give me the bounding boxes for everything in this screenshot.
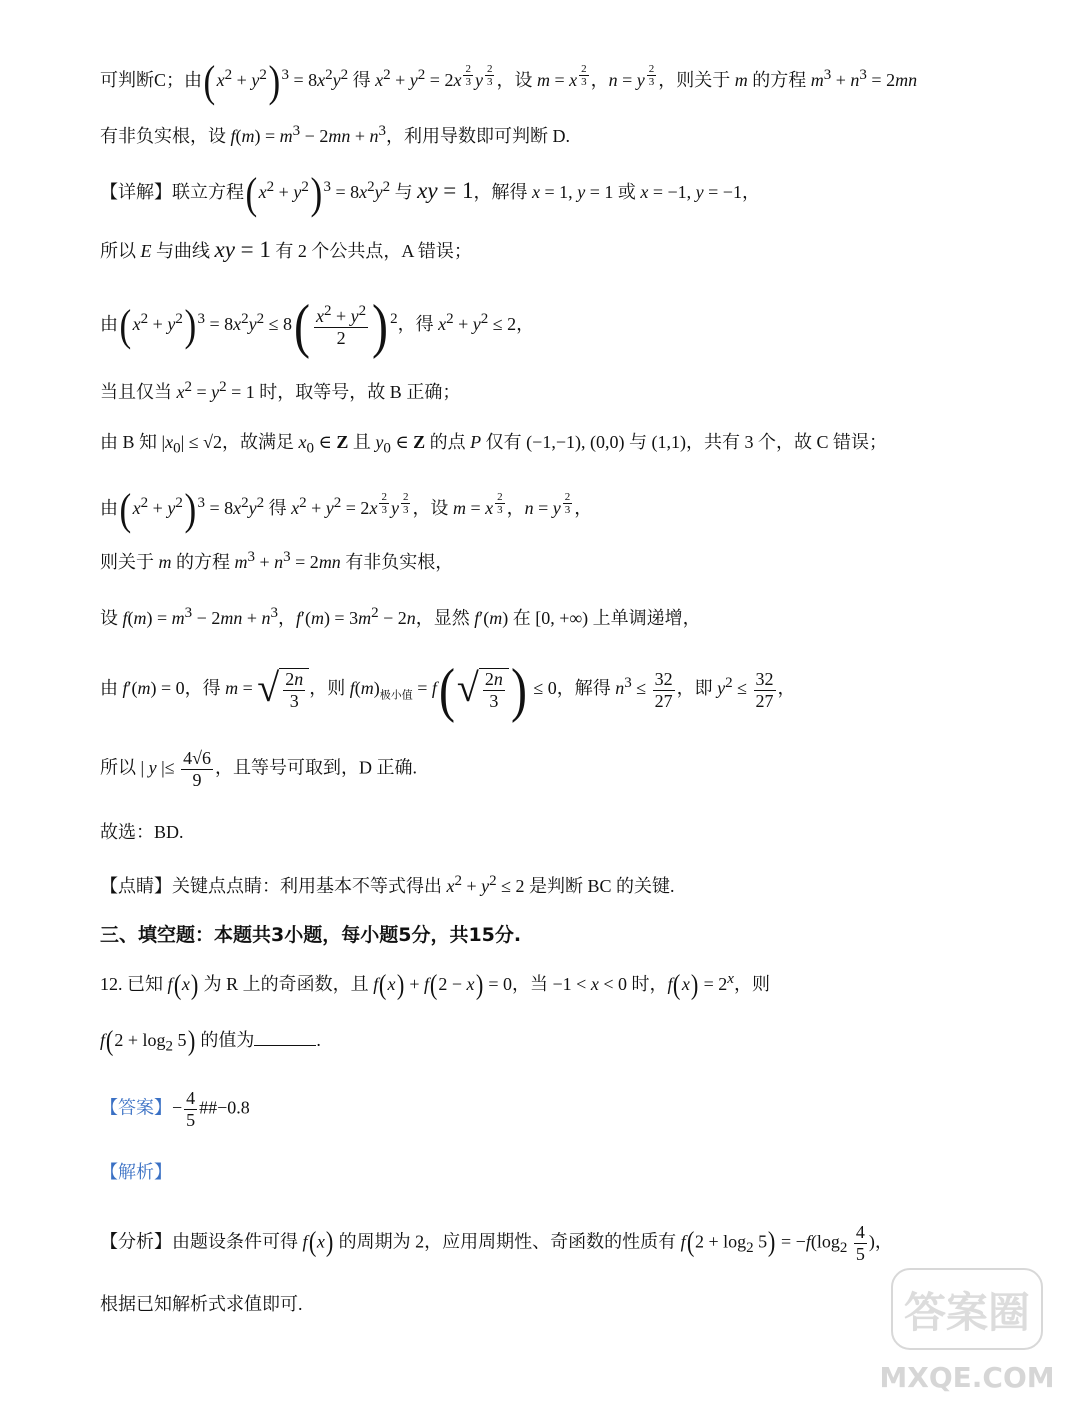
fenxi-tag: 【分析】: [100, 1231, 172, 1252]
line-2: 有非负实根，设 $f(m) = m^3 - 2mn + n^3$，利用导数即可判断 D.: [100, 123, 570, 146]
watermark-logo: [882, 1259, 1052, 1399]
line-9: 则关于 m 的方程 $m^3 + n^3 = 2mn$ 有非负实根，: [100, 549, 454, 572]
answer-tag: 【答案】: [100, 1097, 172, 1118]
line-4: 所以 E 与曲线 xy = 1 有 2 个公共点，A 错误；: [100, 237, 472, 262]
line-1: 可判断C；由$(x^2 + y^2)^3 = 8x^2y^2$ 得 $x^2 + y^2 = 2x$ $^{\frac{2}{3}}$ y $^{\frac{2}{3}}$ ，设 m = x $^{\frac{2}{3}}$ ，n = y $^{\frac{2}{3}}$ ，则关于 m 的方程 $m^3 + n^3 = 2mn$: [100, 57, 918, 106]
watermark-text: 答案圈: [903, 1288, 1031, 1337]
line-6: 当且仅当 $x^2 = y^2 = 1$ 时，取等号，故 B 正确；: [100, 379, 461, 402]
line-7: 由 B 知 $|x_0| \le √2$，故满足 $x_0$ ∈ Z 且 $y_0$ ∈ Z 的点 P 仅有 (−1,−1), (0,0) 与 (1,1)，共有 3 个，故 C 错误；: [100, 432, 887, 457]
line-8: 由$(x^2 + y^2)^3 = 8x^2y^2$ 得 $x^2 + y^2 = 2x$ $^{\frac{2}{3}}$ y $^{\frac{2}{3}}$ ，设 m = x $^{\frac{2}{3}}$ ，n = y $^{\frac{2}{3}}$ ，: [100, 485, 593, 534]
choice-text: 故选：BD.: [100, 822, 184, 842]
fenxi-line-1: 【分析】由题设条件可得 f(x) 的周期为 2，应用周期性、奇函数的性质有 $f(2 + \log_2 5) = -f(\log_2$ $\frac{4}{5}$ )，: [100, 1222, 893, 1264]
fenxi-line-2: 根据已知解析式求值即可.: [100, 1294, 303, 1314]
line-10: 设 $f(m) = m^3 - 2mn + n^3$，$f'(m) = 3m^2 - 2n$，显然 f′(m) 在 [0, +∞) 上单调递增，: [100, 605, 701, 628]
section-heading: 三、填空题：本题共3小题，每小题5分，共15分.: [100, 924, 522, 946]
line-12: 所以 | y |≤ $\frac{4√6}{9}$ ，且等号可取到，D 正确.: [100, 748, 417, 790]
line-3: 【详解】联立方程$(x^2 + y^2)^3 = 8x^2y^2$ 与 xy = 1，解得 x = 1, y = 1 或 x = −1, y = −1，: [100, 169, 760, 218]
q12-line-2: $f(2 + \log_2 5)$ 的值为 .: [100, 1026, 321, 1057]
line-5: 由$(x^2 + y^2)^3 = 8x^2y^2 \le 8$( $\frac{x^2 + y^2}{2}$ ) $^2$，得 $x^2 + y^2 \le 2$，: [100, 293, 535, 359]
line-13: [100, 822, 184, 844]
watermark-url: MXQE.COM: [882, 1361, 1052, 1394]
answer-blank: [254, 1031, 316, 1046]
detail-tag: 【详解】: [100, 182, 172, 203]
q12-number: 12.: [100, 974, 123, 994]
line-11: 由 f′(m) = 0，得 m = √ $\frac{2n}{3}$ ，则 $f(m)_{极小值} = f$( √ $\frac{2n}{3}$ ) ≤ 0，解得 $n^3$ ≤ $\frac{32}{27}$ ，即 $y^2$ ≤ $\frac{32}{27}$ ，: [100, 657, 796, 723]
line-14: 【点睛】关键点点睛：利用基本不等式得出 $x^2 + y^2 \le 2$ 是判断 BC 的关键.: [100, 873, 675, 896]
key-tag: 【点睛】: [100, 876, 172, 896]
answer-line: 【答案】− $\frac{4}{5}$ ##−0.8: [100, 1088, 250, 1130]
analysis-tag: 【解析】: [100, 1162, 172, 1182]
q12-line-1: 12. 已知 f(x) 为 R 上的奇函数，且 f(x) + f(2 − x) = 0，当 −1 < x < 0 时，$f(x) = 2^x$，则: [100, 969, 770, 1001]
